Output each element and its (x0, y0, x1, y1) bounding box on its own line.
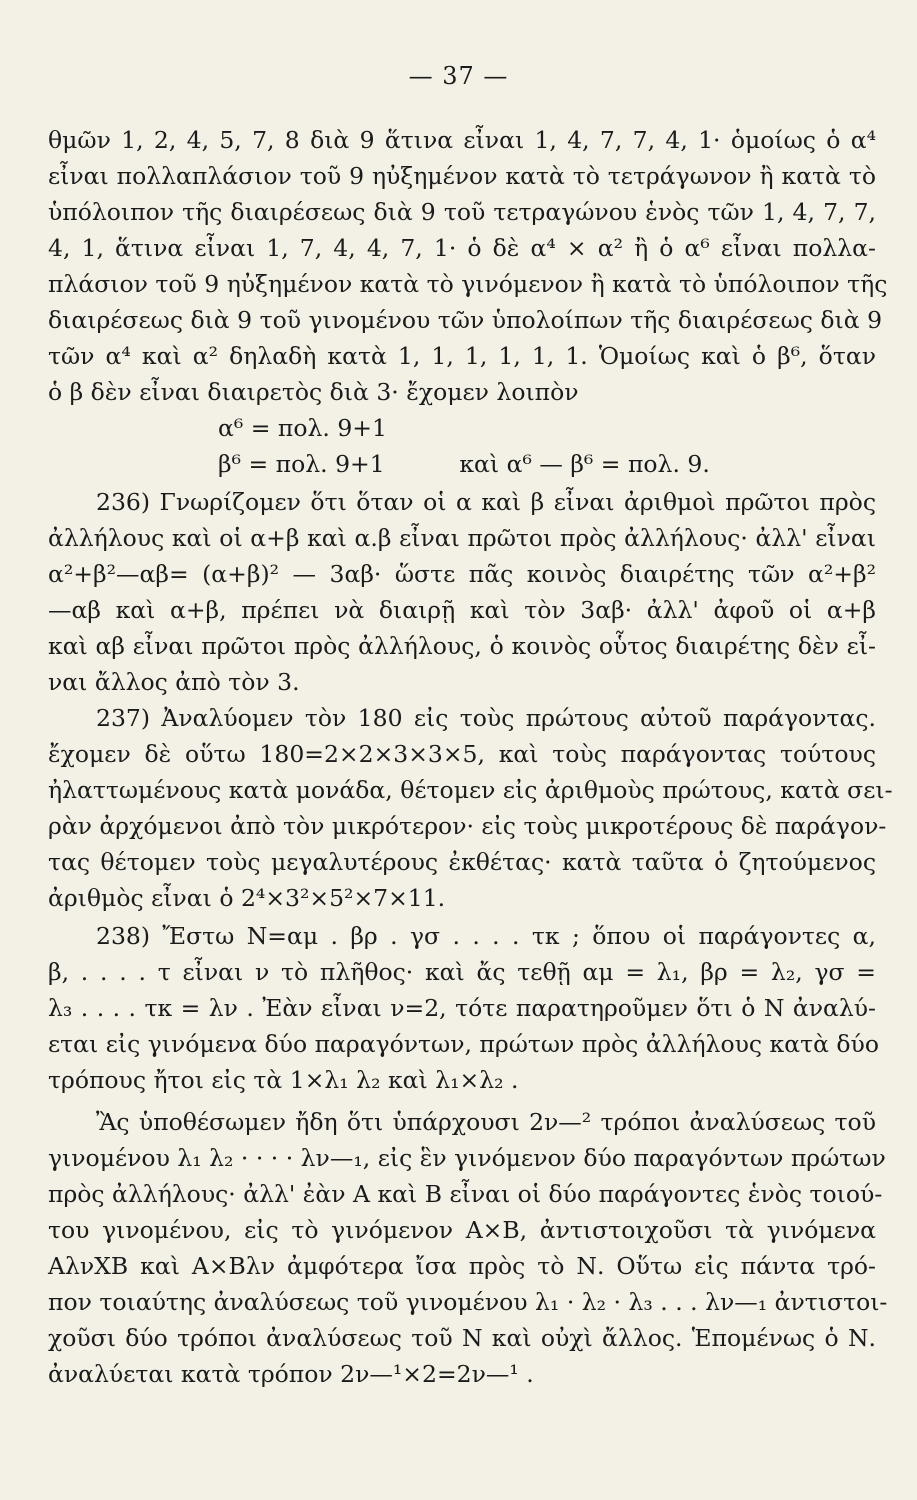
text-line: πρὸς ἀλλήλους· ἀλλ' ἐὰν Α καὶ Β εἶναι οἱ δύο παράγοντες ἑνὸς τοιού- (48, 1180, 883, 1208)
text-line: τρόπους ἤτοι εἰς τὰ 1×λ₁ λ₂ καὶ λ₁×λ₂ . (48, 1066, 519, 1094)
text-line: ὁ β δὲν εἶναι διαιρετὸς διὰ 3· ἔχομεν λοιπὸν (48, 378, 579, 406)
text-line: ναι ἄλλος ἀπὸ τὸν 3. (48, 668, 300, 696)
text-line: θμῶν 1, 2, 4, 5, 7, 8 διὰ 9 ἅτινα εἶναι 1, 4, 7, 7, 4, 1· ὁμοίως ὁ α⁴ (48, 126, 876, 154)
text-line: τῶν α⁴ καὶ α² δηλαδὴ κατὰ 1, 1, 1, 1, 1, 1. Ὁμοίως καὶ ὁ β⁶, ὅταν (48, 342, 876, 370)
text-line: ρὰν ἀρχόμενοι ἀπὸ τὸν μικρότερον· εἰς τοὺς μικροτέρους δὲ παράγον- (48, 812, 887, 840)
text-line: εται εἰς γινόμενα δύο παραγόντων, πρώτων πρὸς ἀλλήλους κατὰ δύο (48, 1030, 879, 1058)
text-line: α²+β²—αβ= (α+β)² — 3αβ· ὥστε πᾶς κοινὸς διαιρέτης τῶν α²+β² (48, 560, 876, 588)
text-line: ἀλλήλους καὶ οἱ α+β καὶ α.β εἶναι πρῶτοι πρὸς ἀλλήλους· ἀλλ' εἶναι (48, 524, 876, 552)
text-line: ἠλαττωμένους κατὰ μονάδα, θέτομεν εἰς ἀριθμοὺς πρώτους, κατὰ σει- (48, 776, 893, 804)
page-number: — 37 — (408, 62, 509, 90)
text-line: καὶ αβ εἶναι πρῶτοι πρὸς ἀλλήλους, ὁ κοινὸς οὗτος διαιρέτης δὲν εἶ- (48, 632, 876, 660)
text-line: λ₃ . . . . τκ = λν . Ἐὰν εἶναι ν=2, τότε παρατηροῦμεν ὅτι ὁ Ν ἀναλύ- (48, 994, 876, 1022)
equation-line: β⁶ = πολ. 9+1 καὶ α⁶ — β⁶ = πολ. 9. (218, 450, 710, 478)
text-line: 4, 1, ἅτινα εἶναι 1, 7, 4, 4, 7, 1· ὁ δὲ α⁴ × α² ἢ ὁ α⁶ εἶναι πολλα- (48, 234, 876, 262)
text-line: τας θέτομεν τοὺς μεγαλυτέρους ἐκθέτας· κατὰ ταῦτα ὁ ζητούμενος (48, 848, 876, 876)
paragraph-start: Ἂς ὑποθέσωμεν ἤδη ὅτι ὑπάρχουσι 2ν—² τρόποι ἀναλύσεως τοῦ (96, 1108, 876, 1136)
text-line: διαιρέσεως διὰ 9 τοῦ γινομένου τῶν ὑπολοίπων τῆς διαιρέσεως διὰ 9 (48, 306, 883, 334)
text-line: πον τοιαύτης ἀναλύσεως τοῦ γινομένου λ₁ · λ₂ · λ₃ . . . λν—₁ ἀντιστοι- (48, 1288, 888, 1316)
text-line: εἶναι πολλαπλάσιον τοῦ 9 ηὐξημένον κατὰ τὸ τετράγωνον ἢ κατὰ τὸ (48, 162, 876, 190)
paragraph-236-start: 236) Γνωρίζομεν ὅτι ὅταν οἱ α καὶ β εἶναι ἀριθμοὶ πρῶτοι πρὸς (96, 488, 876, 516)
text-line: ἀριθμὸς εἶναι ὁ 2⁴×3²×5²×7×11. (48, 884, 446, 912)
text-line: —αβ καὶ α+β, πρέπει νὰ διαιρῇ καὶ τὸν 3αβ· ἀλλ' ἀφοῦ οἱ α+β (48, 596, 876, 624)
text-line: πλάσιον τοῦ 9 ηὐξημένον κατὰ τὸ γινόμενον ἢ κατὰ τὸ ὑπόλοιπον τῆς (48, 270, 888, 298)
text-line: ἔχομεν δὲ οὕτω 180=2×2×3×3×5, καὶ τοὺς παράγοντας τούτους (48, 740, 876, 768)
paragraph-237-start: 237) Ἀναλύομεν τὸν 180 εἰς τοὺς πρώτους αὐτοῦ παράγοντας. (96, 704, 876, 732)
text-line: ἀναλύεται κατὰ τρόπον 2ν—¹×2=2ν—¹ . (48, 1360, 534, 1388)
text-line: γινομένου λ₁ λ₂ · · · · λν—₁, εἰς ἓν γινόμενον δύο παραγόντων πρώτων (48, 1144, 886, 1172)
paragraph-238-start: 238) Ἔστω Ν=αμ . βρ . γσ . . . . τκ ; ὅπου οἱ παράγοντες α, (96, 922, 876, 950)
text-line: χοῦσι δύο τρόποι ἀναλύσεως τοῦ Ν καὶ οὐχὶ ἄλλος. Ἑπομένως ὁ Ν. (48, 1324, 876, 1352)
text-line: β, . . . . τ εἶναι ν τὸ πλῆθος· καὶ ἄς τεθῇ αμ = λ₁, βρ = λ₂, γσ = (48, 958, 876, 986)
text-line: ΑλνΧΒ καὶ Α×Βλν ἀμφότερα ἴσα πρὸς τὸ Ν. Οὕτω εἰς πάντα τρό- (48, 1252, 876, 1280)
text-line: του γινομένου, εἰς τὸ γινόμενον Α×Β, ἀντιστοιχοῦσι τὰ γινόμενα (48, 1216, 876, 1244)
equation-line: α⁶ = πολ. 9+1 (218, 414, 387, 442)
text-line: ὑπόλοιπον τῆς διαιρέσεως διὰ 9 τοῦ τετραγώνου ἑνὸς τῶν 1, 4, 7, 7, (48, 198, 876, 226)
